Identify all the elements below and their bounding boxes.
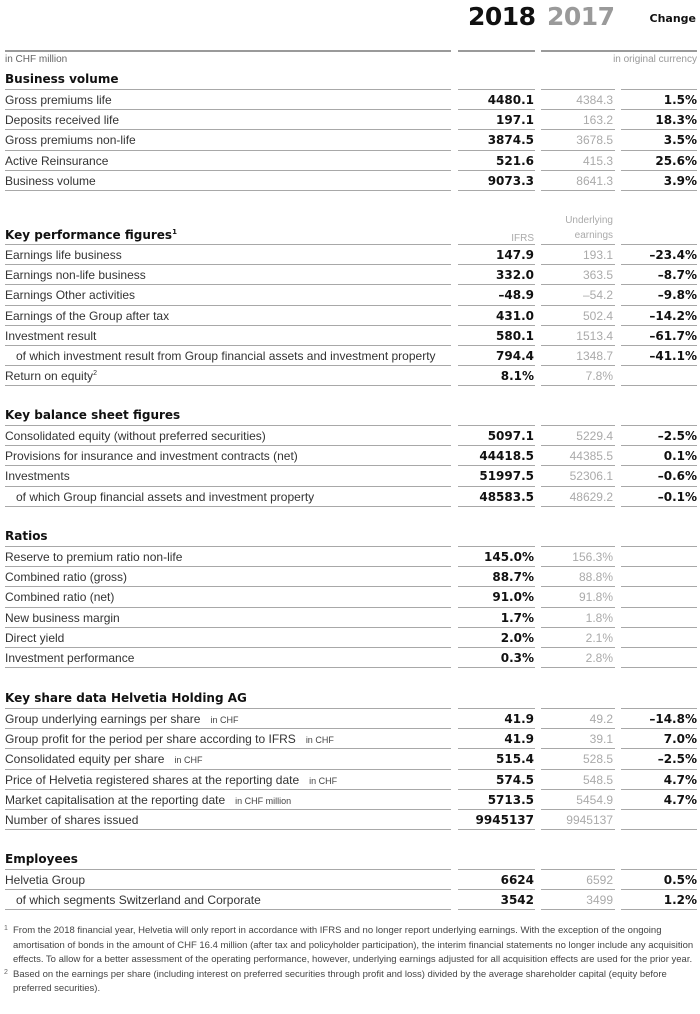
row-divider (621, 506, 697, 507)
row-unit: in CHF million (235, 795, 292, 806)
footnote-ref: 1 (172, 228, 177, 236)
table-row (0, 648, 700, 668)
section-title-text: Business volume (5, 72, 119, 86)
row-label (5, 752, 202, 766)
row-divider (541, 385, 615, 386)
row-label (5, 773, 337, 787)
value-2017: 1348.7 (576, 349, 613, 363)
row-divider (458, 190, 535, 191)
footnote-text: From the 2018 financial year, Helvetia will only report in accordance with IFRS and no longer report underlying earnings. With the exception of the ongoing amortisation of bonds in the amount of CHF 16.4 million (after tax and policyholder participation), the interim financial statements no longer include any acquisition effects. To allow for a better assessment of the operating performance, however, underlying earnings adjusted for all acquisition effects are used for the prior year. (13, 925, 694, 965)
value-change: –2.5% (657, 429, 697, 443)
row-label (5, 590, 114, 604)
table-row (0, 326, 700, 346)
value-change: 3.9% (663, 173, 697, 188)
footnote-1 (0, 924, 700, 968)
row-label-text: Gross premiums non-life (5, 133, 136, 148)
change-header: Change (649, 12, 696, 25)
value-2018: 2.0% (500, 630, 534, 645)
table-row (0, 709, 700, 729)
value-2018: 8.1% (500, 369, 534, 384)
footnote-ref: 2 (93, 370, 97, 378)
row-label-text: Direct yield (5, 630, 65, 645)
value-2018: 9073.3 (487, 173, 534, 188)
value-2017: 91.8% (578, 590, 613, 605)
value-2017: 2.1% (585, 630, 613, 645)
value-2018: 3874.5 (487, 133, 534, 148)
row-divider (621, 190, 697, 191)
row-label (5, 93, 112, 107)
row-unit: in CHF (305, 735, 334, 746)
table-row (0, 567, 700, 587)
row-divider (621, 385, 697, 386)
value-2018: 197.1 (496, 113, 534, 128)
row-label-text: Reserve to premium ratio non-life (5, 550, 183, 564)
value-change: 4.7% (663, 772, 697, 787)
row-label-text: Return on equity (5, 369, 94, 384)
row-divider (621, 909, 697, 910)
value-2017: 2.8% (585, 651, 613, 665)
value-2018: 51997.5 (479, 469, 534, 484)
value-change: –14.2% (649, 308, 697, 323)
column-header-line: earnings (574, 230, 613, 241)
value-2018: 431.0 (496, 308, 534, 323)
table-row (0, 171, 700, 191)
table-row (0, 130, 700, 150)
table-row (0, 366, 700, 386)
divider (5, 50, 451, 52)
value-2017: 39.1 (589, 732, 613, 747)
row-label (5, 631, 64, 645)
year-header (0, 0, 700, 48)
value-change: 4.7% (663, 792, 697, 807)
table-row (0, 487, 700, 507)
row-label-text: Combined ratio (net) (5, 590, 115, 605)
table-row (0, 870, 700, 890)
value-change: 0.5% (663, 873, 697, 887)
row-label (16, 349, 436, 363)
row-divider (541, 909, 615, 910)
row-label (5, 651, 134, 665)
row-label (5, 611, 120, 625)
row-label (5, 732, 334, 746)
section-title (5, 852, 78, 866)
table-row (0, 346, 700, 366)
footnote-mark: 1 (4, 925, 8, 932)
table-row (0, 749, 700, 769)
row-label-text: Investments (5, 469, 70, 484)
row-label (5, 570, 127, 584)
row-label (5, 449, 298, 463)
year-current: 2018 (468, 2, 536, 31)
section-title (5, 691, 247, 705)
row-divider (458, 667, 535, 668)
value-2017: 88.8% (578, 570, 613, 585)
row-label (16, 490, 314, 504)
table-row (0, 890, 700, 910)
section-title (5, 72, 118, 86)
table-row (0, 729, 700, 749)
row-label-text: Consolidated equity (without preferred securities) (5, 429, 266, 443)
row-divider (5, 829, 451, 830)
value-2017: 1.8% (585, 610, 613, 625)
row-unit: in CHF (210, 715, 239, 725)
row-divider (541, 667, 615, 668)
column-header-line: Underlying (565, 215, 613, 226)
value-change: –0.1% (657, 489, 697, 504)
row-label-text: Combined ratio (gross) (5, 570, 128, 585)
row-label-text: Earnings Other activities (5, 288, 136, 303)
row-label (5, 550, 182, 564)
row-label-text: Number of shares issued (5, 813, 139, 827)
row-label-text: Helvetia Group (5, 873, 86, 887)
value-2018: 5097.1 (487, 429, 534, 443)
value-change: 1.2% (663, 893, 697, 908)
row-label-text: Earnings non-life business (5, 268, 146, 283)
value-2018: 794.4 (496, 349, 534, 363)
row-label (5, 712, 238, 726)
table-row (0, 426, 700, 446)
table-row (0, 547, 700, 567)
table-row (0, 608, 700, 628)
row-label-text: New business margin (5, 610, 120, 625)
value-2017: 156.3% (572, 550, 613, 564)
value-2018: 91.0% (492, 590, 534, 605)
table-row (0, 110, 700, 130)
row-divider (458, 506, 535, 507)
value-2017: 1513.4 (576, 328, 613, 343)
value-2017: –54.2 (582, 288, 613, 303)
row-label-text: Active Reinsurance (5, 153, 109, 168)
value-change: 0.1% (663, 449, 697, 464)
value-2017: 3678.5 (576, 133, 613, 148)
row-label (5, 793, 291, 807)
value-2018: 580.1 (496, 328, 534, 343)
section-title-text: Ratios (5, 529, 48, 543)
value-2018: 515.4 (496, 752, 534, 767)
value-2018: 521.6 (496, 153, 534, 168)
row-label-text: Deposits received life (5, 113, 120, 128)
row-divider (458, 829, 535, 830)
row-label-text: Group profit for the period per share according to IFRS (5, 732, 296, 747)
section-title (5, 529, 48, 543)
footnote-2 (0, 968, 700, 997)
value-2018: 9945137 (475, 813, 534, 827)
value-2018: 41.9 (504, 712, 534, 726)
row-label (5, 268, 146, 282)
table-row (0, 810, 700, 830)
value-change: 1.5% (663, 93, 697, 107)
value-change: –61.7% (649, 328, 697, 343)
footnotes (0, 924, 700, 997)
table-row (0, 151, 700, 171)
value-2017: 8641.3 (576, 173, 613, 188)
row-divider (5, 667, 451, 668)
value-2018: 3542 (500, 893, 534, 908)
value-2018: 5713.5 (487, 792, 534, 807)
row-label-text: Group underlying earnings per share (5, 712, 201, 726)
row-label (5, 429, 266, 443)
currency-note: in original currency (613, 54, 697, 65)
row-divider (5, 909, 451, 910)
value-change: 18.3% (655, 113, 697, 128)
row-divider (541, 829, 615, 830)
table-row (0, 790, 700, 810)
table-row (0, 90, 700, 110)
table-row (0, 466, 700, 486)
row-divider (458, 385, 535, 386)
divider (541, 50, 697, 52)
value-2018: 4480.1 (487, 93, 534, 107)
value-2017: 48629.2 (569, 489, 613, 504)
row-label-text: of which investment result from Group financial assets and investment property (16, 349, 436, 363)
row-label (5, 873, 85, 887)
row-divider (458, 909, 535, 910)
row-divider (621, 829, 697, 830)
row-label (5, 113, 119, 127)
row-divider (541, 506, 615, 507)
value-change: 7.0% (663, 732, 697, 747)
value-2017: 548.5 (582, 772, 613, 787)
row-label-text: of which Group financial assets and investment property (16, 489, 315, 504)
value-2017: 6592 (586, 873, 613, 887)
row-label (5, 369, 97, 383)
value-2017: 528.5 (582, 752, 613, 767)
row-label (5, 813, 138, 827)
value-change: –23.4% (649, 248, 697, 262)
section-title (5, 228, 177, 242)
footnote-mark: 2 (4, 968, 8, 976)
row-divider (5, 385, 451, 386)
table-row (0, 306, 700, 326)
table-row (0, 285, 700, 305)
value-2017: 44385.5 (569, 449, 613, 464)
row-unit: in CHF (309, 775, 338, 786)
table-row (0, 265, 700, 285)
row-label (5, 469, 70, 483)
value-2017: 52306.1 (569, 469, 613, 484)
value-2017: 363.5 (582, 268, 613, 283)
value-2017: 415.3 (582, 153, 613, 168)
row-label-text: Business volume (5, 173, 96, 188)
value-2018: 332.0 (496, 268, 534, 283)
row-label (5, 174, 96, 188)
value-2017: 502.4 (582, 308, 613, 323)
value-2018: 48583.5 (479, 489, 534, 504)
value-2017: 49.2 (589, 712, 613, 726)
value-change: –0.6% (657, 469, 697, 484)
table-row (0, 245, 700, 265)
value-2017: 163.2 (582, 113, 613, 128)
row-label (5, 309, 169, 323)
value-2018: 44418.5 (479, 449, 534, 464)
value-change: –2.5% (657, 752, 697, 767)
section-title (5, 408, 180, 422)
value-change: –14.8% (649, 712, 697, 726)
year-prior: 2017 (547, 2, 615, 31)
table-row (0, 446, 700, 466)
value-2017: 4384.3 (576, 93, 613, 107)
table-row (0, 628, 700, 648)
section-title-text: Employees (5, 852, 78, 866)
row-label-text: of which segments Switzerland and Corporate (16, 893, 261, 908)
value-2017: 3499 (586, 893, 613, 908)
row-label (5, 154, 108, 168)
section-title-text: Key balance sheet figures (5, 408, 181, 422)
value-2018: 0.3% (500, 651, 534, 665)
row-label (16, 893, 261, 907)
row-unit: in CHF (174, 755, 203, 766)
table-row (0, 587, 700, 607)
row-label-text: Consolidated equity per share (5, 752, 165, 767)
unit-row (0, 53, 700, 67)
row-label (5, 329, 96, 343)
value-change: 3.5% (663, 133, 697, 148)
value-2018: 574.5 (496, 772, 534, 787)
value-2017: 5454.9 (576, 792, 613, 807)
row-divider (621, 667, 697, 668)
value-change: –8.7% (657, 268, 697, 283)
row-divider (5, 190, 451, 191)
row-label (5, 133, 136, 147)
row-label (5, 248, 122, 262)
value-2018: 6624 (500, 873, 534, 887)
row-label-text: Investment result (5, 328, 97, 343)
value-change: –41.1% (649, 349, 697, 363)
value-2018: 145.0% (484, 550, 534, 564)
value-change: –9.8% (657, 288, 697, 303)
value-2018: 1.7% (500, 610, 534, 625)
value-2017: 193.1 (582, 248, 613, 262)
value-2018: 88.7% (492, 570, 534, 585)
row-divider (5, 506, 451, 507)
column-header-underlying (565, 213, 613, 243)
value-2018: –48.9 (498, 288, 534, 303)
row-label-text: Price of Helvetia registered shares at the reporting date (5, 772, 300, 787)
row-label-text: Earnings of the Group after tax (5, 308, 170, 323)
value-2017: 5229.4 (576, 429, 613, 443)
section-title-text: Key performance figures (5, 228, 173, 242)
row-label-text: Earnings life business (5, 248, 122, 262)
value-2017: 9945137 (566, 813, 613, 827)
row-label-text: Investment performance (5, 651, 135, 665)
footnote-text: Based on the earnings per share (including interest on preferred securities through profit and loss) divided by the average shareholder capital (equity before preferred securities). (13, 968, 667, 994)
column-header-ifrs: IFRS (511, 233, 534, 244)
row-label-text: Market capitalisation at the reporting date (5, 792, 226, 807)
unit-label: in CHF million (5, 54, 68, 65)
row-label (5, 288, 135, 302)
value-2018: 41.9 (504, 732, 534, 747)
table-row (0, 770, 700, 790)
row-label-text: Provisions for insurance and investment contracts (net) (5, 449, 298, 464)
row-divider (541, 190, 615, 191)
value-2017: 7.8% (585, 369, 613, 384)
divider (458, 50, 535, 52)
value-2018: 147.9 (496, 248, 534, 262)
row-label-text: Gross premiums life (5, 93, 112, 107)
section-title-text: Key share data Helvetia Holding AG (5, 691, 247, 705)
value-change: 25.6% (655, 153, 697, 168)
